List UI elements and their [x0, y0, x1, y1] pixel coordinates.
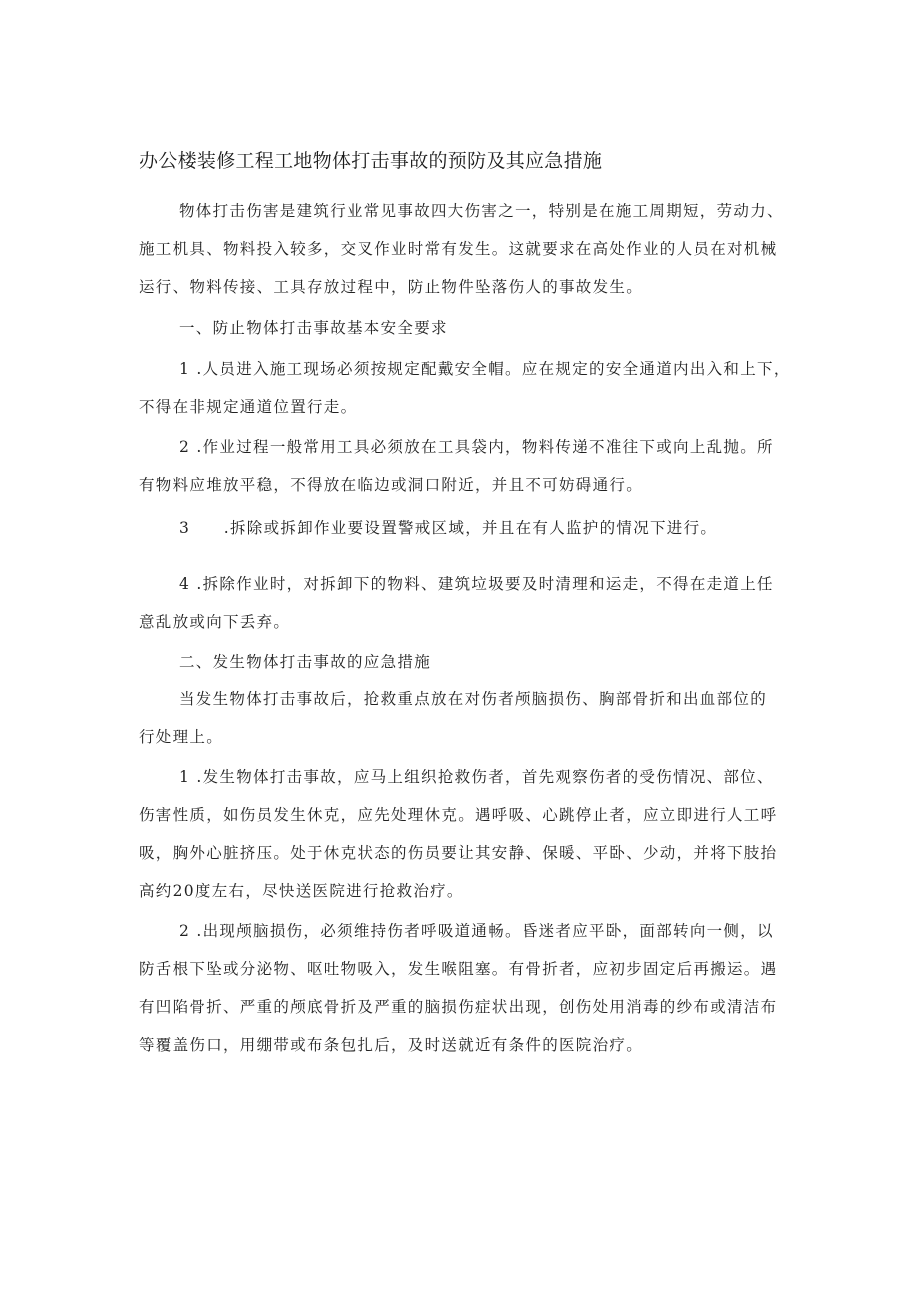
- item-line: 1 .发生物体打击事故，应马上组织抢救伤者，首先观察伤者的受伤情况、部位、: [179, 768, 774, 786]
- item-line: 吸，胸外心脏挤压。处于休克状态的伤员要让其安静、保暖、平卧、少动，并将下肢抬: [139, 844, 778, 862]
- section2-item-2: [139, 912, 789, 1064]
- item-line: 2 .出现颅脑损伤，必须维持伤者呼吸道通畅。昏迷者应平卧，面部转向一侧，以: [179, 922, 774, 940]
- section2-item-1: [139, 758, 789, 910]
- item-line: 高约20度左右，尽快送医院进行抢救治疗。: [139, 882, 464, 900]
- item-line: 有凹陷骨折、严重的颅底骨折及严重的脑损伤症状出现，创伤处用消毒的纱布或清洁布: [139, 998, 778, 1016]
- item-line: 有物料应堆放平稳，不得放在临边或洞口附近，并且不可妨碍通行。: [139, 476, 644, 494]
- intro-paragraph: [139, 192, 789, 306]
- intro-line: 当发生物体打击事故后，抢救重点放在对伤者颅脑损伤、胸部骨折和出血部位的: [179, 690, 768, 708]
- section1-heading: 一、防止物体打击事故基本安全要求: [179, 319, 448, 337]
- section1-item-4: [139, 565, 789, 641]
- item-line: 不得在非规定通道位置行走。: [139, 398, 358, 416]
- intro-line: 行处理上。: [139, 728, 224, 746]
- section1-item-3: [139, 509, 789, 547]
- section1-item-1: [139, 350, 789, 426]
- item-line: 防舌根下坠或分泌物、呕吐物吸入，发生喉阻塞。有骨折者，应初步固定后再搬运。遇: [139, 960, 778, 978]
- item-line: 2 .作业过程一般常用工具必须放在工具袋内，物料传递不准往下或向上乱抛。所: [179, 438, 774, 456]
- item-line: 1 .人员进入施工现场必须按规定配戴安全帽。应在规定的安全通道内出入和上下，: [179, 360, 791, 378]
- section2-intro: [139, 680, 789, 756]
- item-line: 4 .拆除作业时，对拆卸下的物料、建筑垃圾要及时清理和运走，不得在走道上任: [179, 575, 774, 593]
- intro-line: 施工机具、物料投入较多，交叉作业时常有发生。这就要求在高处作业的人员在对机械: [139, 240, 778, 258]
- item-line: 等覆盖伤口，用绷带或布条包扎后，及时送就近有条件的医院治疗。: [139, 1036, 644, 1054]
- section2-heading: 二、发生物体打击事故的应急措施: [179, 653, 432, 671]
- intro-line: 物体打击伤害是建筑行业常见事故四大伤害之一，特别是在施工周期短，劳动力、: [179, 202, 784, 220]
- item-line: 意乱放或向下丢弃。: [139, 613, 291, 631]
- intro-line: 运行、物料传接、工具存放过程中，防止物件坠落伤人的事故发生。: [139, 278, 644, 296]
- item-line: 伤害性质，如伤员发生休克，应先处理休克。遇呼吸、心跳停止者，应立即进行人工呼: [139, 806, 778, 824]
- section1-item-2: [139, 428, 789, 504]
- item-line: 3 .拆除或拆卸作业要设置警戒区域，并且在有人监护的情况下进行。: [179, 519, 718, 537]
- document-title: 办公楼装修工程工地物体打击事故的预防及其应急措施: [139, 150, 603, 172]
